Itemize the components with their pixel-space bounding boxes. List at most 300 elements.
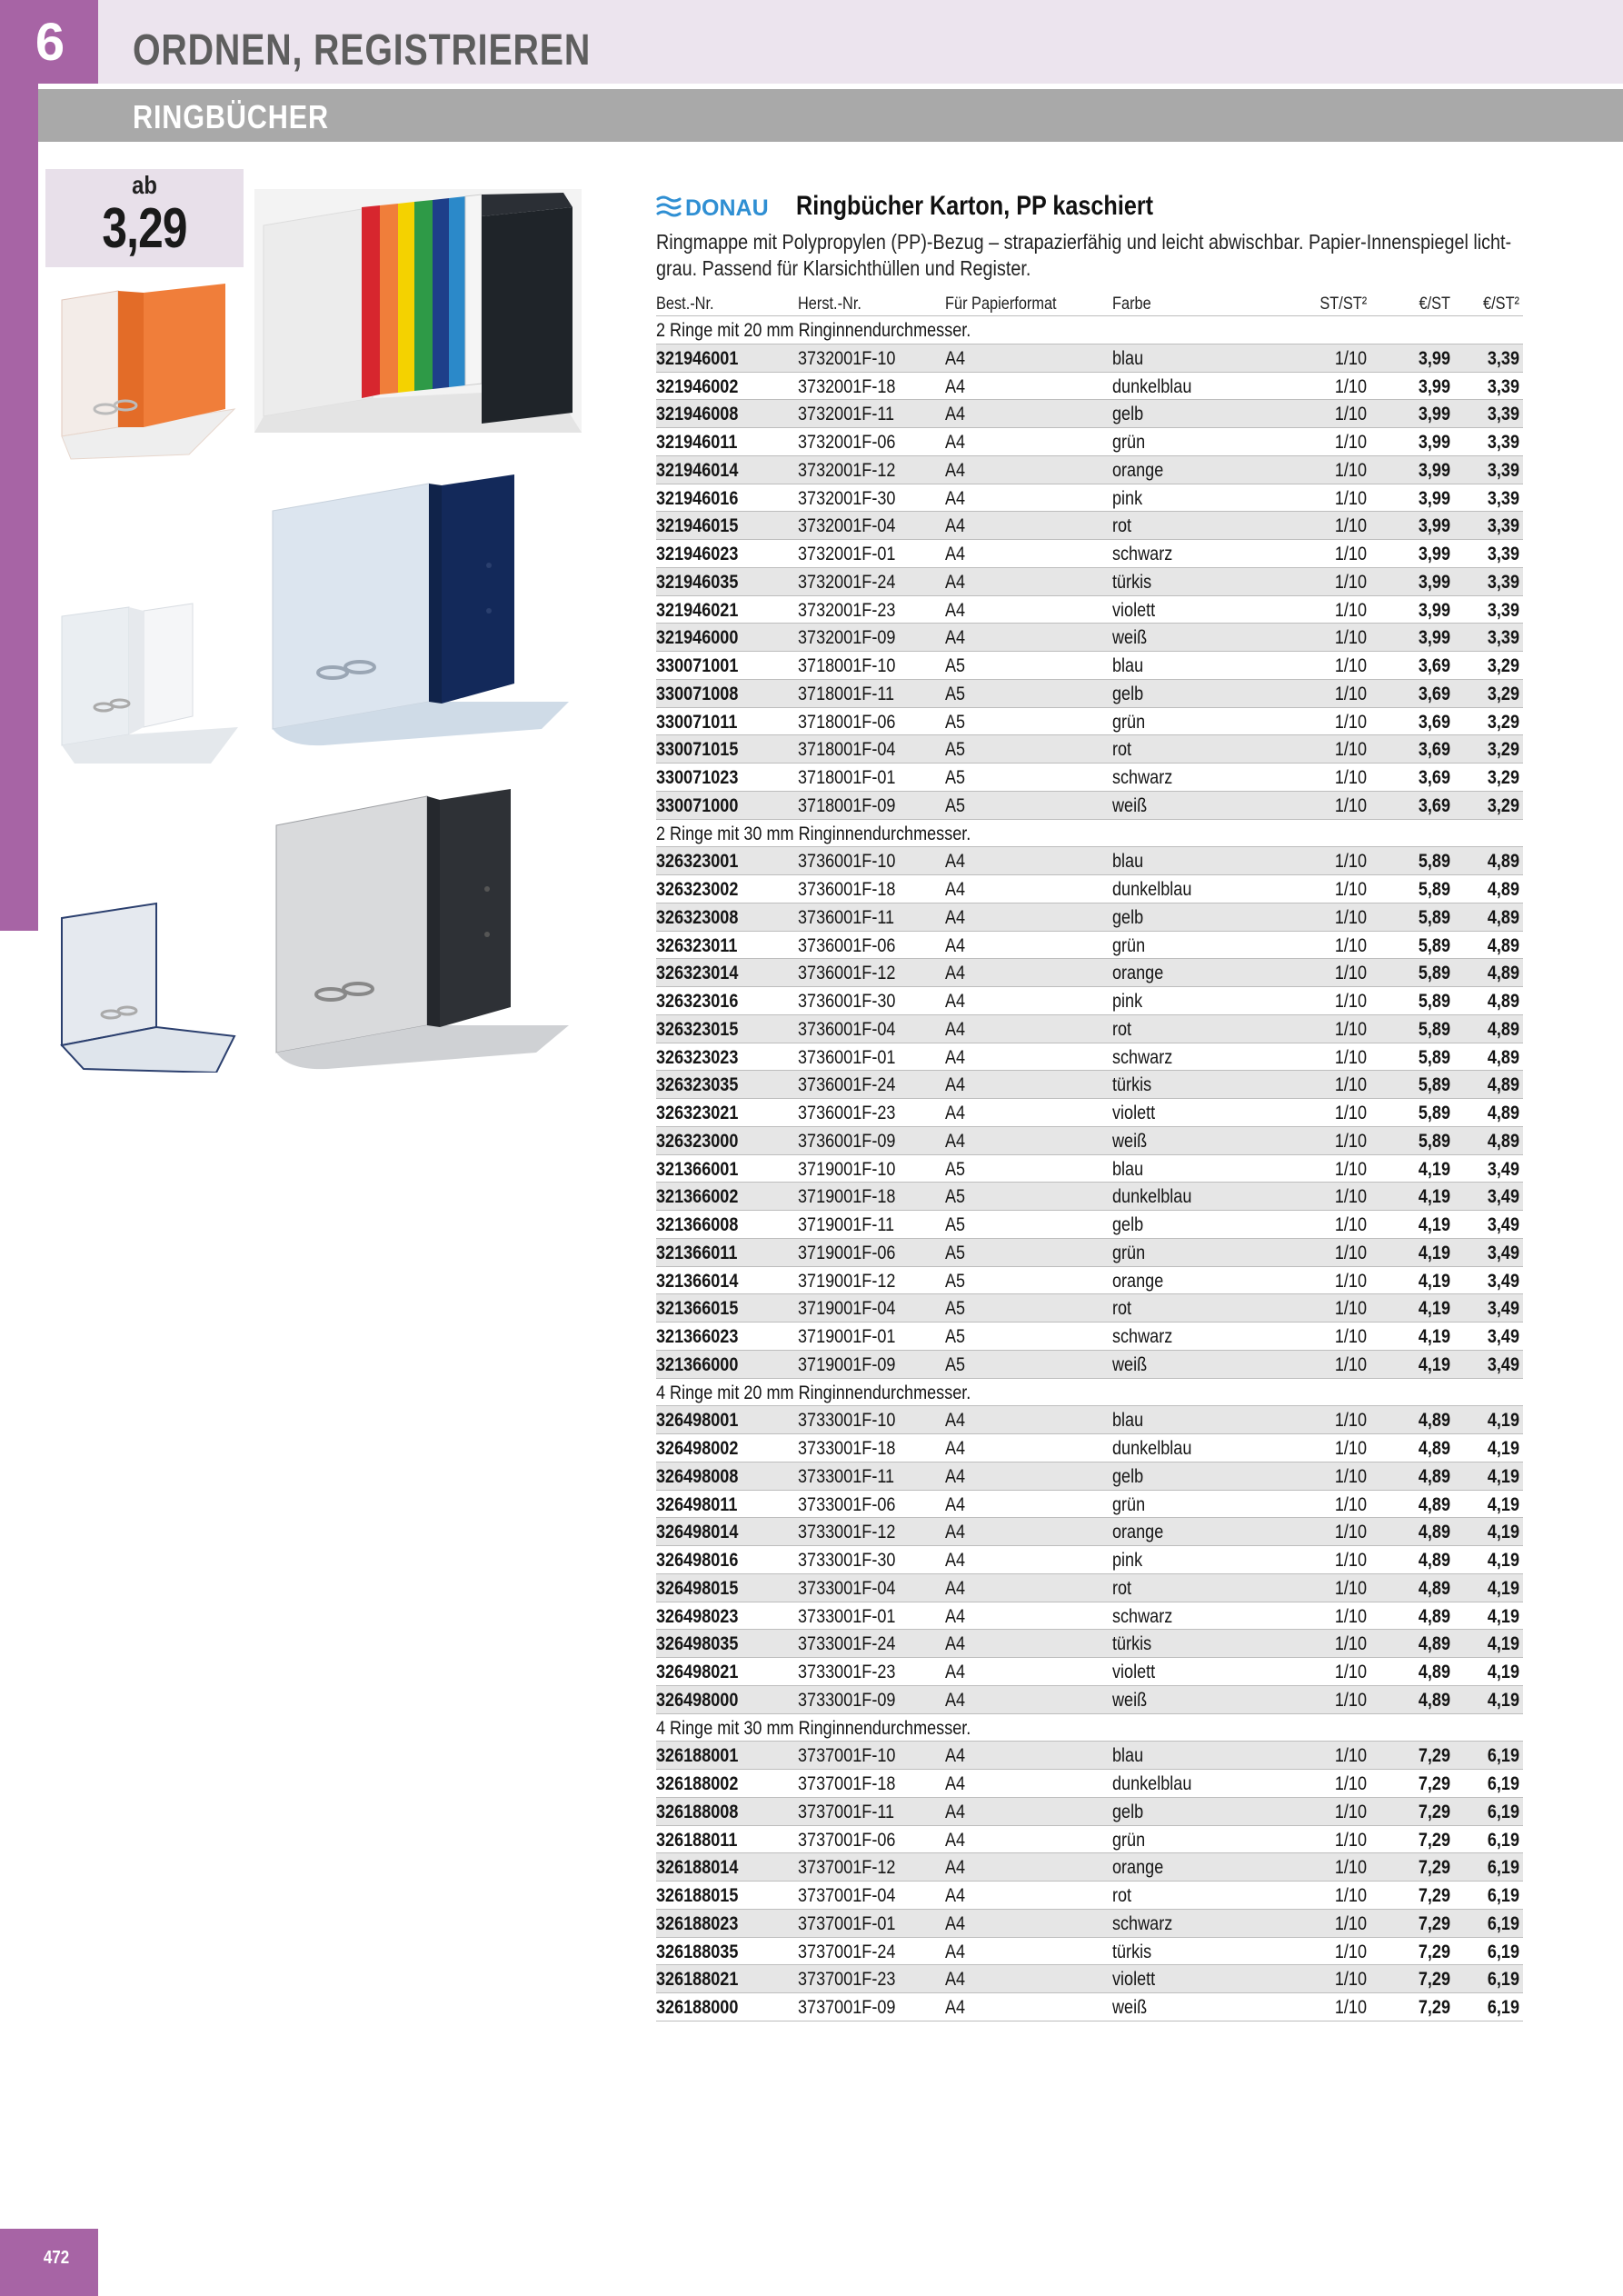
cell-price-st: 7,29	[1418, 1857, 1450, 1879]
cell-format: A4	[945, 1522, 966, 1543]
cell-st: 1/10	[1334, 459, 1367, 481]
cell-best-nr: 326188008	[656, 1801, 739, 1822]
cell-farbe: dunkelblau	[1112, 879, 1192, 900]
cell-herst-nr: 3719001F-12	[798, 1270, 896, 1292]
cell-herst-nr: 3719001F-09	[798, 1353, 896, 1375]
cell-farbe: violett	[1112, 1662, 1156, 1682]
cell-price-st2: 3,39	[1487, 571, 1519, 593]
cell-herst-nr: 3737001F-10	[798, 1745, 896, 1767]
cell-st: 1/10	[1334, 1745, 1367, 1767]
cell-best-nr: 326188021	[656, 1969, 739, 1991]
cell-herst-nr: 3732001F-24	[798, 571, 896, 593]
brand-name: DONAU	[685, 195, 769, 220]
cell-price-st: 3,99	[1418, 627, 1450, 649]
cell-best-nr: 321946002	[656, 375, 739, 397]
cell-price-st2: 3,29	[1487, 739, 1519, 761]
cell-st: 1/10	[1334, 1550, 1367, 1571]
cell-herst-nr: 3733001F-09	[798, 1689, 896, 1711]
cell-st: 1/10	[1334, 571, 1367, 593]
cell-herst-nr: 3736001F-04	[798, 1018, 896, 1040]
blue-a5-binder-image	[56, 900, 238, 1073]
cell-price-st: 4,89	[1418, 1410, 1450, 1432]
cell-herst-nr: 3732001F-30	[798, 487, 896, 509]
cell-price-st: 4,19	[1418, 1353, 1450, 1375]
cell-price-st: 7,29	[1418, 1745, 1450, 1767]
cell-price-st: 5,89	[1418, 1130, 1450, 1152]
cell-best-nr: 321946011	[656, 432, 738, 453]
cell-st: 1/10	[1334, 1912, 1367, 1934]
price-prefix: ab	[132, 171, 157, 199]
cell-price-st: 4,89	[1418, 1522, 1450, 1543]
cell-herst-nr: 3736001F-11	[798, 906, 895, 928]
table-row	[656, 847, 1523, 875]
cell-format: A4	[945, 851, 966, 873]
cell-format: A4	[945, 1773, 966, 1794]
cell-format: A5	[945, 1242, 966, 1263]
table-row	[656, 903, 1523, 932]
cell-st: 1/10	[1334, 1186, 1367, 1208]
cell-farbe: weiß	[1112, 1353, 1148, 1375]
cell-st: 1/10	[1334, 1969, 1367, 1991]
cell-format: A5	[945, 711, 966, 733]
cell-price-st2: 3,49	[1487, 1186, 1519, 1208]
cell-herst-nr: 3737001F-04	[798, 1885, 896, 1906]
cell-herst-nr: 3732001F-06	[798, 432, 896, 453]
cell-farbe: pink	[1112, 1550, 1143, 1571]
cell-st: 1/10	[1334, 347, 1367, 369]
cell-price-st2: 6,19	[1487, 1857, 1519, 1879]
cell-price-st2: 4,89	[1487, 1074, 1519, 1096]
cell-format: A4	[945, 1046, 966, 1068]
cell-format: A4	[945, 459, 966, 481]
cell-herst-nr: 3718001F-06	[798, 711, 896, 733]
cell-best-nr: 326323014	[656, 963, 739, 984]
cell-price-st2: 4,89	[1487, 1018, 1519, 1040]
table-row	[656, 1770, 1523, 1798]
cell-herst-nr: 3719001F-11	[798, 1214, 895, 1235]
cell-herst-nr: 3733001F-10	[798, 1410, 896, 1432]
cell-price-st: 5,89	[1418, 1103, 1450, 1123]
table-row	[656, 1351, 1523, 1379]
cell-price-st: 7,29	[1418, 1941, 1450, 1962]
section-label-text: 4 Ringe mit 30 mm Ringinnendurchmesser.	[656, 1717, 971, 1739]
cell-farbe: türkis	[1112, 1633, 1152, 1655]
cell-best-nr: 326188023	[656, 1912, 739, 1934]
cell-herst-nr: 3736001F-01	[798, 1046, 896, 1068]
cell-price-st: 3,99	[1418, 515, 1450, 537]
cell-farbe: grün	[1112, 1829, 1146, 1851]
cell-price-st: 4,19	[1418, 1214, 1450, 1235]
cell-format: A4	[945, 1130, 966, 1152]
cell-st: 1/10	[1334, 739, 1367, 761]
header-price-st: €/ST	[1419, 294, 1450, 314]
cell-farbe: schwarz	[1112, 544, 1173, 564]
cell-price-st: 4,19	[1418, 1186, 1450, 1208]
cell-st: 1/10	[1334, 404, 1367, 425]
cell-format: A4	[945, 487, 966, 509]
cell-best-nr: 326323001	[656, 851, 739, 873]
cell-st: 1/10	[1334, 1326, 1367, 1347]
cell-st: 1/10	[1334, 683, 1367, 704]
cell-price-st2: 4,19	[1487, 1522, 1519, 1543]
navy-binder-image	[269, 474, 569, 747]
cell-price-st: 3,99	[1418, 599, 1450, 621]
cell-format: A4	[945, 347, 966, 369]
cell-format: A4	[945, 1465, 966, 1487]
cell-best-nr: 326498023	[656, 1605, 739, 1627]
cell-herst-nr: 3736001F-18	[798, 879, 896, 900]
cell-best-nr: 326188011	[656, 1829, 738, 1851]
cell-price-st: 4,89	[1418, 1438, 1450, 1459]
cell-farbe: violett	[1112, 1969, 1156, 1991]
cell-st: 1/10	[1334, 1410, 1367, 1432]
cell-herst-nr: 3732001F-11	[798, 404, 895, 425]
cell-price-st: 3,69	[1418, 794, 1450, 816]
cell-price-st2: 3,29	[1487, 655, 1519, 676]
cell-st: 1/10	[1334, 432, 1367, 453]
table-row	[656, 400, 1523, 428]
table-row	[656, 1938, 1523, 1966]
table-row	[656, 1546, 1523, 1574]
cell-best-nr: 321366015	[656, 1298, 739, 1320]
cell-format: A4	[945, 1633, 966, 1655]
table-row	[656, 1462, 1523, 1491]
cell-price-st2: 6,19	[1487, 1745, 1519, 1767]
cell-st: 1/10	[1334, 1941, 1367, 1962]
cell-st: 1/10	[1334, 1605, 1367, 1627]
table-row	[656, 1658, 1523, 1686]
cell-price-st2: 6,19	[1487, 1829, 1519, 1851]
cell-farbe: schwarz	[1112, 1912, 1173, 1934]
cell-best-nr: 330071008	[656, 683, 739, 704]
cell-format: A5	[945, 1158, 966, 1180]
cell-herst-nr: 3732001F-10	[798, 347, 896, 369]
cell-best-nr: 321946008	[656, 404, 739, 425]
cell-price-st: 7,29	[1418, 1801, 1450, 1822]
table-section-label	[656, 316, 1523, 344]
cell-herst-nr: 3733001F-18	[798, 1438, 896, 1459]
cell-price-st: 5,89	[1418, 1074, 1450, 1096]
colored-binders-image	[254, 189, 582, 433]
cell-farbe: pink	[1112, 991, 1143, 1012]
cell-farbe: türkis	[1112, 1941, 1152, 1962]
cell-format: A4	[945, 1745, 966, 1767]
cell-best-nr: 321946015	[656, 515, 739, 537]
cell-price-st2: 4,19	[1487, 1662, 1519, 1682]
cell-format: A4	[945, 1689, 966, 1711]
cell-best-nr: 321366008	[656, 1214, 739, 1235]
header-format: Für Papierformat	[945, 294, 1057, 314]
table-row	[656, 1015, 1523, 1043]
table-row	[656, 1518, 1523, 1546]
table-row	[656, 1826, 1523, 1854]
cell-herst-nr: 3736001F-12	[798, 963, 896, 984]
cell-price-st2: 3,39	[1487, 627, 1519, 649]
cell-st: 1/10	[1334, 1158, 1367, 1180]
cell-herst-nr: 3736001F-23	[798, 1103, 896, 1123]
cell-price-st2: 3,49	[1487, 1353, 1519, 1375]
cell-price-st: 4,89	[1418, 1550, 1450, 1571]
cell-best-nr: 321946000	[656, 627, 739, 649]
cell-price-st: 3,99	[1418, 459, 1450, 481]
cell-st: 1/10	[1334, 1773, 1367, 1794]
cell-price-st: 5,89	[1418, 879, 1450, 900]
cell-farbe: gelb	[1112, 1214, 1144, 1235]
cell-farbe: grün	[1112, 1242, 1146, 1263]
cell-price-st2: 4,19	[1487, 1577, 1519, 1599]
table-row	[656, 1239, 1523, 1267]
table-row	[656, 932, 1523, 960]
cell-format: A4	[945, 1577, 966, 1599]
cell-price-st2: 6,19	[1487, 1997, 1519, 2018]
cell-herst-nr: 3736001F-10	[798, 851, 896, 873]
cell-best-nr: 321366023	[656, 1326, 739, 1347]
cell-format: A5	[945, 794, 966, 816]
product-table	[656, 289, 1523, 2021]
cell-st: 1/10	[1334, 1577, 1367, 1599]
cell-farbe: rot	[1112, 1577, 1132, 1599]
cell-farbe: türkis	[1112, 1074, 1152, 1096]
cell-format: A5	[945, 1214, 966, 1235]
header-price-st2: €/ST²	[1483, 294, 1519, 314]
cell-format: A4	[945, 1801, 966, 1822]
cell-herst-nr: 3719001F-01	[798, 1326, 896, 1347]
cell-farbe: rot	[1112, 1018, 1132, 1040]
cell-herst-nr: 3733001F-11	[798, 1465, 895, 1487]
cell-best-nr: 321366002	[656, 1186, 739, 1208]
cell-herst-nr: 3718001F-04	[798, 739, 896, 761]
cell-herst-nr: 3732001F-09	[798, 627, 896, 649]
cell-st: 1/10	[1334, 544, 1367, 564]
cell-st: 1/10	[1334, 1801, 1367, 1822]
cell-herst-nr: 3736001F-06	[798, 934, 896, 956]
cell-herst-nr: 3719001F-06	[798, 1242, 896, 1263]
table-row	[656, 1686, 1523, 1714]
cell-price-st2: 4,19	[1487, 1465, 1519, 1487]
cell-herst-nr: 3719001F-10	[798, 1158, 896, 1180]
cell-st: 1/10	[1334, 711, 1367, 733]
cell-price-st: 3,99	[1418, 544, 1450, 564]
cell-st: 1/10	[1334, 1829, 1367, 1851]
cell-best-nr: 321366001	[656, 1158, 739, 1180]
cell-price-st2: 4,89	[1487, 1130, 1519, 1152]
cell-price-st2: 3,49	[1487, 1158, 1519, 1180]
cell-price-st2: 4,89	[1487, 1103, 1519, 1123]
cell-format: A4	[945, 1018, 966, 1040]
cell-price-st2: 3,29	[1487, 711, 1519, 733]
cell-price-st2: 3,29	[1487, 683, 1519, 704]
table-row	[656, 428, 1523, 456]
cell-farbe: blau	[1112, 1745, 1144, 1767]
cell-price-st2: 6,19	[1487, 1801, 1519, 1822]
cell-price-st2: 3,49	[1487, 1242, 1519, 1263]
table-row	[656, 735, 1523, 764]
table-row	[656, 1602, 1523, 1631]
cell-price-st: 7,29	[1418, 1885, 1450, 1906]
table-row	[656, 540, 1523, 568]
cell-price-st: 4,89	[1418, 1605, 1450, 1627]
cell-best-nr: 321946021	[656, 599, 739, 621]
section-label-text: 2 Ringe mit 30 mm Ringinnendurchmesser.	[656, 823, 971, 844]
cell-price-st2: 3,49	[1487, 1214, 1519, 1235]
cell-format: A5	[945, 739, 966, 761]
cell-best-nr: 321946014	[656, 459, 739, 481]
cell-farbe: dunkelblau	[1112, 1438, 1192, 1459]
cell-farbe: blau	[1112, 1410, 1144, 1432]
cell-herst-nr: 3737001F-11	[798, 1801, 895, 1822]
cell-format: A5	[945, 683, 966, 704]
cell-herst-nr: 3732001F-01	[798, 544, 896, 564]
chapter-title: ORDNEN, REGISTRIEREN	[133, 26, 592, 75]
table-row	[656, 373, 1523, 401]
table-row	[656, 1406, 1523, 1434]
cell-format: A4	[945, 906, 966, 928]
cell-price-st: 7,29	[1418, 1829, 1450, 1851]
cell-farbe: blau	[1112, 851, 1144, 873]
table-row	[656, 1910, 1523, 1938]
cell-price-st2: 6,19	[1487, 1773, 1519, 1794]
cell-farbe: dunkelblau	[1112, 1773, 1192, 1794]
cell-herst-nr: 3737001F-06	[798, 1829, 896, 1851]
cell-price-st2: 3,49	[1487, 1326, 1519, 1347]
cell-price-st2: 6,19	[1487, 1969, 1519, 1991]
cell-farbe: gelb	[1112, 404, 1144, 425]
cell-format: A4	[945, 1493, 966, 1515]
cell-best-nr: 326188035	[656, 1941, 739, 1962]
cell-farbe: pink	[1112, 487, 1143, 509]
product-title: Ringbücher Karton, PP kaschiert	[796, 191, 1154, 221]
cell-best-nr: 321366000	[656, 1353, 739, 1375]
cell-farbe: orange	[1112, 1857, 1164, 1879]
cell-format: A4	[945, 1829, 966, 1851]
cell-format: A4	[945, 1605, 966, 1627]
cell-st: 1/10	[1334, 1465, 1367, 1487]
cell-st: 1/10	[1334, 934, 1367, 956]
cell-price-st2: 3,39	[1487, 432, 1519, 453]
cell-st: 1/10	[1334, 375, 1367, 397]
cell-farbe: türkis	[1112, 571, 1152, 593]
table-row	[656, 1099, 1523, 1127]
table-row	[656, 1882, 1523, 1910]
cell-best-nr: 330071001	[656, 655, 739, 676]
header-herst-nr: Herst.-Nr.	[798, 294, 861, 314]
cell-herst-nr: 3719001F-04	[798, 1298, 896, 1320]
cell-price-st: 3,99	[1418, 571, 1450, 593]
cell-st: 1/10	[1334, 627, 1367, 649]
cell-st: 1/10	[1334, 1493, 1367, 1515]
cell-st: 1/10	[1334, 1018, 1367, 1040]
price-badge	[45, 169, 244, 267]
cell-price-st: 4,89	[1418, 1493, 1450, 1515]
cell-herst-nr: 3718001F-09	[798, 794, 896, 816]
cell-herst-nr: 3732001F-23	[798, 599, 896, 621]
cell-price-st2: 3,39	[1487, 515, 1519, 537]
cell-best-nr: 326188001	[656, 1745, 739, 1767]
cell-farbe: blau	[1112, 655, 1144, 676]
cell-farbe: orange	[1112, 963, 1164, 984]
cell-price-st: 3,99	[1418, 375, 1450, 397]
table-row	[656, 1323, 1523, 1351]
table-row	[656, 1434, 1523, 1462]
cell-best-nr: 326188014	[656, 1857, 739, 1879]
cell-herst-nr: 3718001F-10	[798, 655, 896, 676]
table-row	[656, 1183, 1523, 1211]
cell-st: 1/10	[1334, 515, 1367, 537]
cell-herst-nr: 3737001F-12	[798, 1857, 896, 1879]
cell-price-st2: 3,49	[1487, 1298, 1519, 1320]
cell-format: A4	[945, 879, 966, 900]
cell-best-nr: 326498015	[656, 1577, 739, 1599]
cell-farbe: gelb	[1112, 683, 1144, 704]
table-row	[656, 708, 1523, 736]
product-description: Ringmappe mit Polypropylen (PP)-Bezug – strapazierfähig und leicht abwischbar. Papier-Innenspiegel licht-grau. Passend für Klarsichthüllen und Register.	[656, 230, 1512, 280]
chapter-number: 6	[0, 0, 98, 84]
cell-herst-nr: 3733001F-23	[798, 1662, 896, 1682]
cell-st: 1/10	[1334, 1997, 1367, 2018]
cell-st: 1/10	[1334, 1885, 1367, 1906]
cell-price-st2: 6,19	[1487, 1941, 1519, 1962]
cell-best-nr: 326323015	[656, 1018, 739, 1040]
cell-best-nr: 326188000	[656, 1997, 739, 2018]
cell-price-st: 5,89	[1418, 991, 1450, 1012]
cell-price-st: 4,19	[1418, 1298, 1450, 1320]
cell-format: A4	[945, 1885, 966, 1906]
cell-price-st2: 4,89	[1487, 1046, 1519, 1068]
cell-best-nr: 326323011	[656, 934, 738, 956]
cell-price-st2: 4,19	[1487, 1550, 1519, 1571]
cell-price-st2: 3,39	[1487, 459, 1519, 481]
cell-farbe: orange	[1112, 1522, 1164, 1543]
cell-format: A4	[945, 1969, 966, 1991]
cell-price-st2: 3,39	[1487, 599, 1519, 621]
cell-price-st: 7,29	[1418, 1773, 1450, 1794]
cell-price-st2: 4,89	[1487, 991, 1519, 1012]
table-row	[656, 652, 1523, 680]
cell-price-st2: 3,39	[1487, 404, 1519, 425]
cell-price-st: 7,29	[1418, 1912, 1450, 1934]
cell-format: A4	[945, 432, 966, 453]
cell-st: 1/10	[1334, 1270, 1367, 1292]
cell-best-nr: 321946035	[656, 571, 739, 593]
cell-farbe: rot	[1112, 1298, 1132, 1320]
cell-price-st: 5,89	[1418, 906, 1450, 928]
cell-format: A5	[945, 1270, 966, 1292]
cell-format: A4	[945, 1912, 966, 1934]
table-row	[656, 344, 1523, 373]
cell-herst-nr: 3718001F-11	[798, 683, 895, 704]
cell-best-nr: 326323016	[656, 991, 739, 1012]
cell-price-st2: 6,19	[1487, 1912, 1519, 1934]
cell-farbe: dunkelblau	[1112, 375, 1192, 397]
cell-herst-nr: 3737001F-18	[798, 1773, 896, 1794]
cell-price-st: 3,69	[1418, 711, 1450, 733]
chapter-side-bar	[0, 84, 38, 931]
section-label-text: 2 Ringe mit 20 mm Ringinnendurchmesser.	[656, 320, 971, 341]
cell-format: A4	[945, 934, 966, 956]
cell-best-nr: 326498000	[656, 1689, 739, 1711]
cell-farbe: schwarz	[1112, 767, 1173, 788]
cell-price-st2: 3,49	[1487, 1270, 1519, 1292]
cell-price-st: 3,99	[1418, 487, 1450, 509]
cell-best-nr: 321946023	[656, 544, 739, 564]
table-row	[656, 1574, 1523, 1602]
cell-herst-nr: 3737001F-24	[798, 1941, 896, 1962]
cell-st: 1/10	[1334, 851, 1367, 873]
cell-farbe: schwarz	[1112, 1046, 1173, 1068]
cell-format: A4	[945, 1857, 966, 1879]
cell-price-st: 4,19	[1418, 1242, 1450, 1263]
cell-price-st: 3,69	[1418, 655, 1450, 676]
